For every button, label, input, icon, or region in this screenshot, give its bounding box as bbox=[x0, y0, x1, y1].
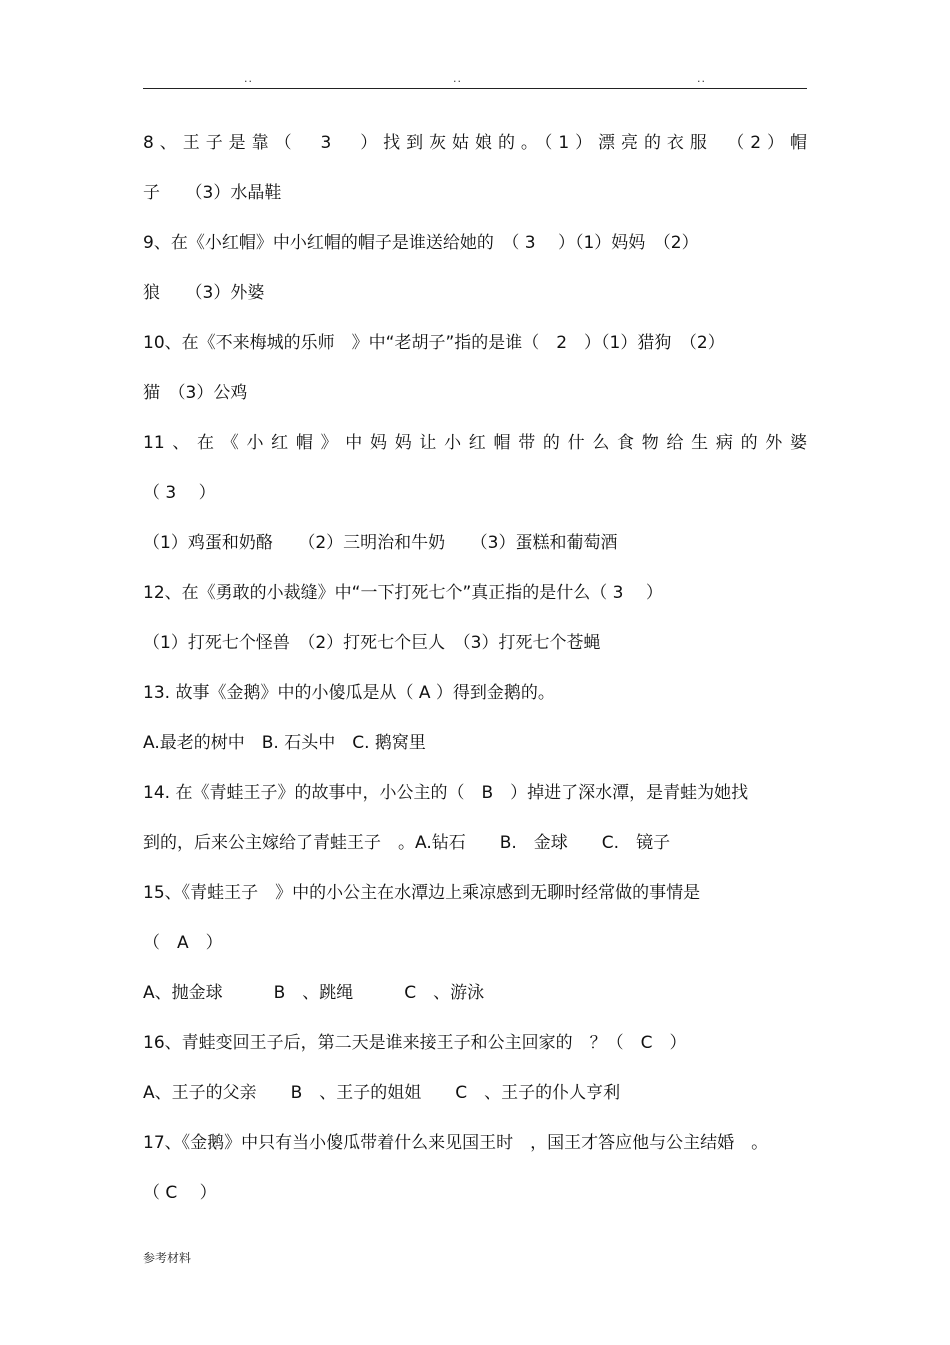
question-12-options: （1）打死七个怪兽 （2）打死七个巨人 （3）打死七个苍蝇 bbox=[143, 633, 601, 653]
question-16-line-1: 16、青蛙变回王子后，第二天是谁来接王子和公主回家的 ？（ C ） bbox=[143, 1033, 687, 1053]
question-17-line-1: 17、《金鹅》中只有当小傻瓜带着什么来见国王时 ，国王才答应他与公主结婚 。 bbox=[143, 1133, 769, 1153]
question-14-line-2: 到的，后来公主嫁给了青蛙王子 。A.钻石 B. 金球 C. 镜子 bbox=[143, 833, 671, 853]
question-15-answer: （ A ） bbox=[143, 933, 223, 953]
question-8-line-2: 子 （3）水晶鞋 bbox=[143, 183, 282, 203]
header-dots-left: .. bbox=[244, 72, 253, 85]
question-10-line-2: 猫 （3）公鸡 bbox=[143, 383, 248, 403]
question-11-options: （1）鸡蛋和奶酪 （2）三明治和牛奶 （3）蛋糕和葡萄酒 bbox=[143, 533, 618, 553]
header-rule bbox=[143, 88, 807, 89]
question-13-options: A.最老的树中 B. 石头中 C. 鹅窝里 bbox=[143, 733, 426, 753]
question-15-line-1: 15、《青蛙王子 》中的小公主在水潭边上乘凉感到无聊时经常做的事情是 bbox=[143, 883, 701, 903]
question-11-line-1: 11、在《小红帽》中妈妈让小红帽带的什么食物给生病的外婆 bbox=[143, 433, 807, 453]
question-15-options: A、抛金球 B 、跳绳 C 、游泳 bbox=[143, 983, 485, 1003]
question-8-line-1: 8、王子是靠（ 3 ）找到灰姑娘的。（1）漂亮的衣服 （2）帽 bbox=[143, 133, 807, 153]
question-9-line-1: 9、在《小红帽》中小红帽的帽子是谁送给她的 （ 3 ）（1）妈妈 （2） bbox=[143, 233, 699, 253]
header-dots-center: .. bbox=[453, 72, 462, 85]
question-14-line-1: 14. 在《青蛙王子》的故事中，小公主的（ B ）掉进了深水潭，是青蛙为她找 bbox=[143, 783, 749, 803]
footer-label: 参考材料 bbox=[143, 1251, 192, 1265]
question-16-options: A、王子的父亲 B 、王子的姐姐 C 、王子的仆人亨利 bbox=[143, 1083, 621, 1103]
question-9-line-2: 狼 （3）外婆 bbox=[143, 283, 265, 303]
question-12-line-1: 12、在《勇敢的小裁缝》中“一下打死七个”真正指的是什么（ 3 ） bbox=[143, 583, 663, 603]
question-10-line-1: 10、在《不来梅城的乐师 》中“老胡子”指的是谁（ 2 ）（1）猎狗 （2） bbox=[143, 333, 725, 353]
question-13-line-1: 13. 故事《金鹅》中的小傻瓜是从（ A ）得到金鹅的。 bbox=[143, 683, 555, 703]
question-11-answer: （ 3 ） bbox=[143, 483, 216, 503]
header-dots-right: .. bbox=[697, 72, 706, 85]
question-17-answer: （ C ） bbox=[143, 1183, 217, 1203]
